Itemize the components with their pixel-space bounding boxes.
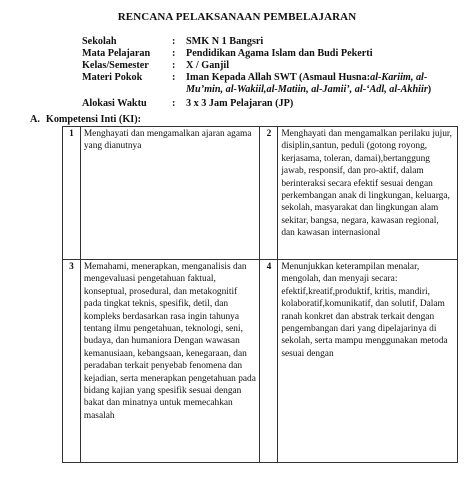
identity-value: SMK N 1 Bangsri [186,36,264,47]
identity-label: Sekolah [82,36,117,47]
identity-label: Kelas/Semester [82,60,149,71]
table-row [63,127,458,260]
identity-colon: : [172,98,176,109]
identity-label: Alokasi Waktu [82,98,147,109]
identity-value [186,72,436,96]
section-title: Kompetensi Inti (KI): [45,114,141,125]
section-a-heading [30,114,141,125]
table-row [63,260,458,463]
ki-number: 2 [260,127,278,260]
identity-colon: : [172,60,176,71]
identity-row-alokasi [82,98,436,110]
materi-end: ) [427,84,432,95]
kompetensi-inti-table [62,126,458,463]
identity-row-kelas [82,60,436,72]
ki-text: Menghayati dan mengamalkan ajaran agama yang dianutnya [80,127,260,260]
ki-number: 1 [63,127,81,260]
section-letter: A. [30,114,40,125]
identity-colon: : [172,72,176,83]
identity-value: Pendidikan Agama Islam dan Budi Pekerti [186,48,373,59]
ki-text: Memahami, menerapkan, menganalisis dan mengevaluasi pengetahuan faktual, konseptual, prosedural, dan metakognitif pada tingkat teknis, spesifik, detil, dan kompleks berdasarkan rasa ingin tahunya tentang ilmu pengetahuan, teknologi, seni, budaya, dan humaniora Dengan wawasan kemanusiaan, kebangsaan, kenegaraan, dan peradaban terkait penyebab fenomena dan kejadian, serta menerapkan pengetahuan pada bidang kajian yang spesifik sesuai dengan bakat dan minatnya untuk memecahkan masalah [80,260,260,463]
identity-value: 3 x 3 Jam Pelajaran (JP) [186,98,294,109]
identity-row-materi [82,72,436,96]
identity-label: Mata Pelajaran [82,48,151,59]
identity-colon: : [172,48,176,59]
materi-plain: Iman Kepada Allah SWT (Asmaul Husna: [186,72,371,83]
identity-label: Materi Pokok [82,72,143,83]
ki-text: Menunjukkan keterampilan menalar, mengolah, dan menyaji secara: efektif,kreatif,produktif, kritis, mandiri, kolaboratif,komunikatif, dan solutif, Dalam ranah konkret dan abstrak terkait dengan pengembangan dari yang dipelajarinya di sekolah, serta mampu menggunakan metoda sesuai dengan [278,260,458,463]
identity-row-mapel [82,48,436,60]
identity-value: X / Ganjil [186,60,230,71]
identity-block [82,36,436,110]
identity-row-sekolah [82,36,436,48]
identity-colon: : [172,36,176,47]
ki-number: 3 [63,260,81,463]
ki-number: 4 [260,260,278,463]
materi-asmaul-husna: al-Kariim, al-Mu’min, al-Wakiil,al-Matiin, al-Jamii’, al-‘Adl, al-Akhiir [186,72,428,95]
document-title: RENCANA PELAKSANAAN PEMBELAJARAN [117,11,357,23]
ki-text: Menghayati dan mengamalkan perilaku jujur, disiplin,santun, peduli (gotong royong, kerjasama, toleran, damai),bertanggung jawab, responsif, dan pro-aktif, dalam berinteraksi secara efektif sesuai dengan perkembangan anak di lingkungan, keluarga, sekolah, masyarakat dan lingkungan alam sekitar, bangsa, negara, kawasan regional, dan kawasan internasional [278,127,458,260]
